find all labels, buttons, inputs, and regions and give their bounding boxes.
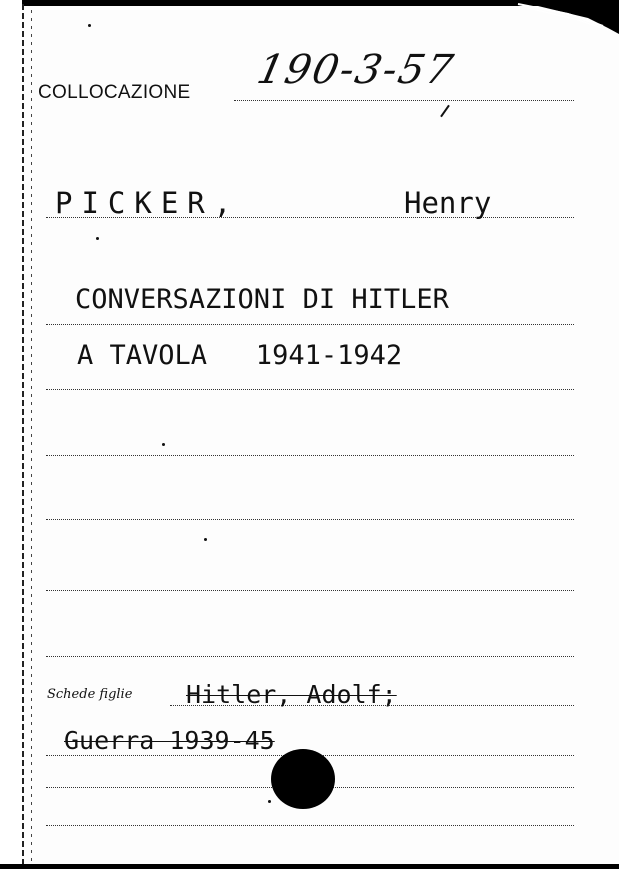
rule-line [46,825,574,826]
rule-line [46,455,574,456]
ink-speck [268,800,271,803]
rule-line [46,389,574,390]
ink-blot [271,749,335,809]
rule-line [234,100,574,101]
ink-speck [96,237,99,240]
subject-heading-2: Guerra 1939-45 [64,726,275,755]
card-margin [0,0,22,869]
torn-corner [508,0,619,34]
title-line-2: A TAVOLA 1941-1942 [77,340,403,371]
title-line-1: CONVERSAZIONI DI HITLER [75,284,449,315]
author-given-name: Henry [404,186,492,220]
pen-stroke [440,105,450,118]
schede-figlie-label: Schede figlie [47,687,133,702]
ink-speck [88,24,91,27]
subject-heading-1: Hitler, Adolf; [186,680,397,709]
shelfmark-handwritten: 190-3-57 [253,47,459,93]
rule-line [46,519,574,520]
left-perforation [31,10,32,865]
ink-speck [204,538,207,541]
collocazione-label: COLLOCAZIONE [38,82,191,103]
scan-edge-bottom [0,864,619,869]
rule-line [46,656,574,657]
author-surname: PICKER, [55,186,241,220]
ink-speck [162,443,165,446]
rule-line [46,324,574,325]
left-dotted-border [22,4,24,864]
rule-line [46,590,574,591]
